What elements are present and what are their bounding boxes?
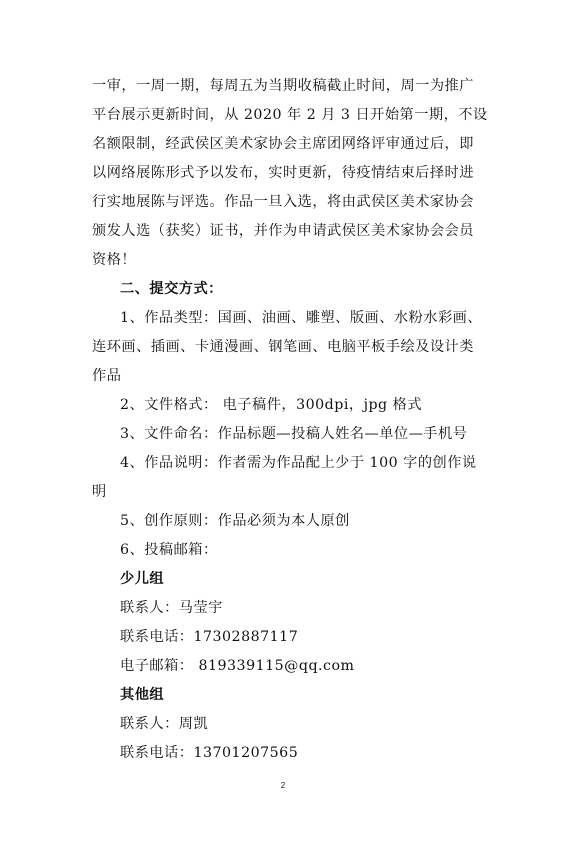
intro-line-6: 颁发人选（获奖）证书，并作为申请武侯区美术家协会会员 [92, 223, 474, 239]
item1-line-2: 连环画、插画、卡通漫画、钢笔画、电脑平板手绘及设计类 [92, 339, 474, 355]
intro-line-5: 行实地展陈与评选。作品一旦入选，将由武侯区美术家协会 [92, 194, 474, 210]
group-other-title: 其他组 [120, 687, 165, 703]
item1-line-3: 作品 [92, 368, 122, 384]
document-body [92, 72, 504, 768]
page-number: 2 [280, 781, 286, 790]
group-youth-phone: 联系电话：17302887117 [120, 629, 299, 645]
group-youth-title: 少儿组 [120, 571, 165, 587]
group-other-phone: 联系电话：13701207565 [120, 745, 299, 761]
intro-line-4: 以网络展陈形式予以发布，实时更新，待疫情结束后择时进 [92, 165, 474, 181]
item6-email-heading: 6、投稿邮箱： [120, 542, 218, 558]
intro-line-7: 资格！ [92, 252, 137, 268]
item3-file-naming: 3、文件命名：作品标题—投稿人姓名—单位—手机号 [120, 426, 468, 442]
item2-file-format: 2、文件格式： 电子稿件，300dpi，jpg 格式 [120, 397, 423, 413]
group-other-contact: 联系人：周凯 [120, 716, 209, 732]
intro-line-3: 名额限制，经武侯区美术家协会主席团网络评审通过后，即 [92, 136, 474, 152]
item4-line-1: 4、作品说明：作者需为作品配上少于 100 字的创作说 [120, 455, 477, 471]
intro-line-1: 一审，一周一期，每周五为当期收稿截止时间，周一为推广 [92, 78, 474, 94]
section-title-submission: 二、提交方式： [120, 281, 223, 297]
item4-line-2: 明 [92, 484, 107, 500]
intro-line-2: 平台展示更新时间，从 2020 年 2 月 3 日开始第一期，不设 [92, 107, 488, 123]
group-youth-contact: 联系人：马莹宇 [120, 600, 223, 616]
item1-line-1: 1、作品类型：国画、油画、雕塑、版画、水粉水彩画、 [120, 310, 483, 326]
group-youth-email: 电子邮箱： 819339115@qq.com [120, 658, 355, 674]
item5-principle: 5、创作原则：作品必须为本人原创 [120, 513, 350, 529]
